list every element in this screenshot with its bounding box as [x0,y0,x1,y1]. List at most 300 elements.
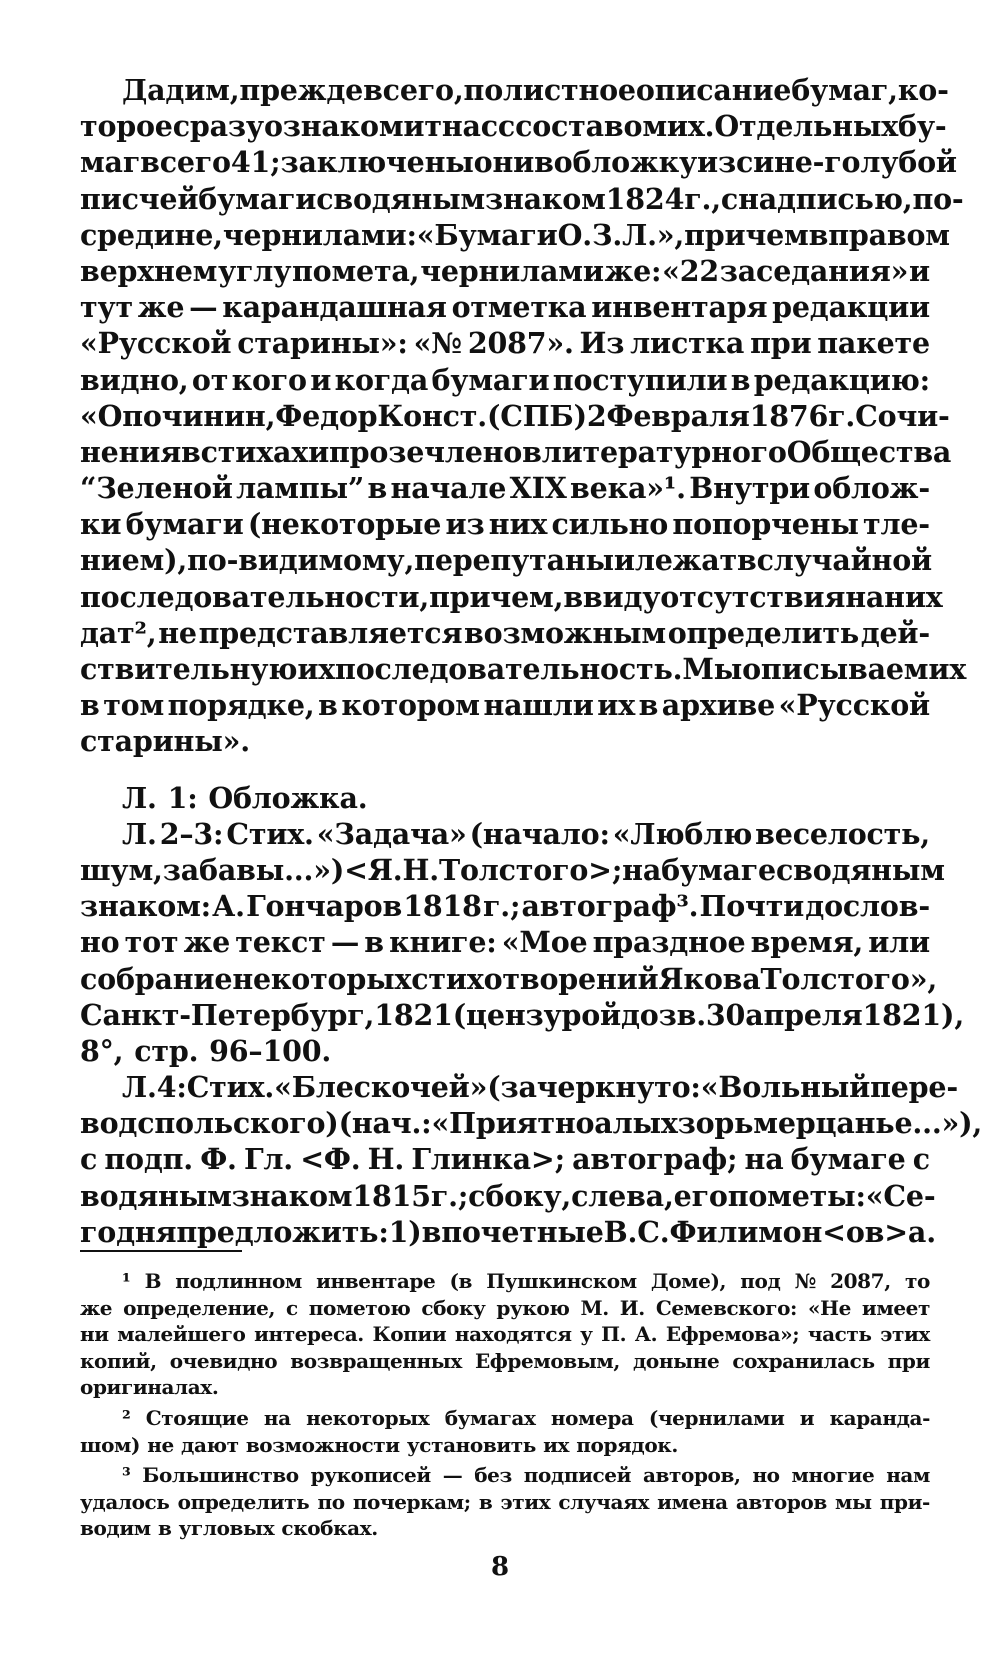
word: старины»: [237,326,408,361]
word: пере- [870,1070,958,1105]
word: О. [557,217,592,252]
word: Толстого>; [438,852,623,887]
text-line [80,997,965,1033]
word: бумаге [661,852,776,887]
word: литературного [541,434,787,469]
word: 2–3: [159,816,224,851]
word: знаком: [80,889,211,924]
word: интереса. [254,1322,364,1347]
word: (СПБ) [486,398,587,433]
word: (начало: [469,816,610,851]
word: или [868,925,930,960]
word: Стоящие [145,1405,249,1430]
footnote-line [80,1268,930,1295]
word: сохранилась [732,1348,875,1373]
word: г.; [430,1178,469,1213]
word: Гл. [243,1142,294,1177]
word: прежде [239,73,364,107]
word: дей- [860,615,930,650]
word: Общества [786,434,952,469]
word: в [534,145,554,180]
text-line [80,579,943,615]
page-number: 8 [490,1552,510,1582]
word: составом [515,109,667,144]
word: их. [666,109,715,144]
word: Толстого», [760,961,938,996]
word: же: [604,253,662,288]
word: заключены [280,145,474,180]
word: «Приятно [431,1106,595,1141]
word: «Вольный [700,1070,871,1105]
word: членов [424,434,542,469]
word: шом) [80,1432,141,1457]
word: возвращенных [290,1348,462,1373]
word: № [794,1269,816,1293]
word: в [80,688,100,723]
word: в [421,1214,442,1249]
footnote-line [80,1295,930,1322]
word: старины». [80,724,250,759]
word: А. [212,889,245,924]
word: г. [828,398,856,433]
word: «Опочинин, [80,398,276,433]
word: лампы” [236,471,365,506]
word: пометою [308,1295,411,1320]
word: Федор [275,398,378,433]
word: почетные [441,1214,604,1249]
word: вод [80,1106,138,1141]
word: г.; [482,889,521,924]
word: сбоку [421,1295,486,1320]
word: (некоторые [247,507,442,542]
text-line [80,1214,936,1250]
word: “Зеленой [80,471,233,506]
word: «Бумаги [416,217,558,252]
word: редакцию: [753,362,930,397]
word: автограф³. [521,889,699,924]
word: (цензурой [452,997,621,1032]
word: — [442,1463,463,1488]
footnote-line [80,1515,930,1542]
word: Конст. [377,398,487,433]
word: отсутствия [660,579,846,614]
word: века»¹. [570,471,686,506]
word: Л. [122,780,157,815]
text-line [80,253,930,289]
word: Ефремовым, [474,1348,620,1373]
word: польского) [154,1106,339,1141]
word: — [189,290,218,325]
word: часть [807,1322,872,1347]
word: порядке, [167,688,315,723]
footnote-line [80,1405,930,1432]
word: Дадим, [122,73,240,107]
word: Большинство [142,1463,299,1488]
text-line [80,816,930,852]
word: их [928,652,967,686]
word: на [845,579,885,614]
footnote-line [80,1348,930,1375]
word: причем, [429,579,564,614]
word: подп. [104,1142,193,1177]
word: в [367,471,388,506]
word: котором [341,688,480,723]
text-line [80,217,950,253]
word: г., [684,181,721,216]
word: поступили [552,362,728,397]
word: 1: [167,780,198,815]
text-line [80,325,930,361]
word: подписей [523,1463,632,1488]
word: алых [594,1106,678,1141]
word: дозв. [621,997,706,1032]
word: ² [122,1405,131,1430]
word: по [317,1489,345,1514]
word: 8°, [80,1033,124,1068]
word: некоторых [306,1405,430,1430]
word: они [473,145,535,180]
word: (в [449,1269,473,1293]
word: нам [886,1463,930,1488]
word: скобках. [281,1516,378,1541]
word: «Се- [865,1178,936,1213]
word: Обложка. [208,780,368,815]
word: пакете [817,326,930,361]
word: в [181,434,201,469]
word: имеет [861,1295,930,1320]
word: оригиналах. [80,1375,219,1400]
word: архиве [661,688,776,723]
word: листка [630,326,745,361]
word: лежат [634,543,737,578]
word: обложку [553,145,697,180]
footnote-3 [80,1462,930,1542]
word: Ефремова»; [665,1322,800,1347]
word: В. [603,1214,638,1249]
word: З. [591,217,623,252]
word: под [740,1269,781,1293]
word: бумаги [198,181,317,216]
word: многие [791,1463,875,1488]
word: бумагах [444,1405,536,1430]
word: Гончаров [246,889,403,924]
word: 41; [230,145,281,180]
text-line [80,470,930,506]
word: ³ [122,1463,131,1488]
word: Пушкинском [486,1269,637,1293]
word: удалось [80,1489,170,1514]
word: знаком [485,181,606,216]
word: номера [550,1405,634,1430]
word: прозе [329,434,425,469]
word: мерцанье...»), [753,1106,983,1141]
footnote-line [80,1374,930,1401]
word: имена [657,1489,728,1514]
text-line [80,780,930,816]
word: полистное [463,73,636,107]
word: на [622,852,662,887]
word: 2087, [830,1269,891,1293]
word: и [799,1405,815,1430]
word: чернилами [420,253,604,288]
text-line [80,181,964,217]
word: стихах [200,434,309,469]
text-line [80,108,947,144]
word: Из [579,326,625,361]
word: каранда- [829,1405,930,1430]
word: в [478,1489,493,1514]
word: в [736,543,757,578]
footnote-line [80,1321,930,1348]
word: всего, [363,73,464,107]
word: же [80,1295,113,1320]
word: порядок. [576,1432,678,1457]
word: время, [750,925,864,960]
word: собрание [80,961,233,996]
text-line [80,144,957,180]
word: почеркам; [352,1489,471,1514]
word: установить [406,1432,536,1457]
word: при- [879,1489,930,1514]
word: (чернилами [648,1405,785,1430]
word: и [613,543,635,578]
word: 2 [586,398,607,433]
word: и [310,362,332,397]
text-line [80,1178,936,1214]
word: бумаги [125,507,244,542]
word: тле- [863,507,930,542]
word: доныне [632,1348,720,1373]
word: А. [634,1322,658,1347]
footnote-2 [80,1405,930,1458]
word: <Я. [344,852,403,887]
word: их [297,652,336,686]
word: Стих. [226,816,314,851]
word: описываем [742,652,929,686]
word: чернилами: [222,217,417,252]
word: М. [580,1295,609,1320]
word: «22 [662,253,720,288]
word: «Русской [778,688,930,723]
text-line [80,888,930,924]
word: очей» [391,1070,488,1105]
word: знаком [231,1178,353,1213]
word: Копии [372,1322,447,1347]
word: П. [601,1322,627,1347]
word: последовательность. [335,652,683,686]
word: мы [835,1489,872,1514]
word: при [887,1348,930,1373]
word: Глинка>; [411,1142,565,1177]
word: сине-голубой [735,145,957,180]
word: с [497,109,516,144]
word: торое [80,109,173,144]
word: 96–100. [209,1033,332,1068]
text-line [80,723,930,759]
word: ни [80,1322,109,1347]
word: зорь [677,1106,754,1141]
entry-leaf-4 [80,1069,983,1250]
word: с [775,852,794,887]
word: водим [80,1516,151,1541]
word: рукою [496,1295,570,1320]
word: ствительную [80,652,298,686]
word: авторов, [642,1463,741,1488]
word: но [752,1463,780,1488]
word: Н. [367,1142,405,1177]
footnote-line [80,1462,930,1489]
word: облож- [813,471,930,506]
word: их [543,1432,570,1457]
entry-leaf-1 [80,780,930,816]
word: Внутри [689,471,810,506]
word: Семевского: [655,1295,798,1320]
word: по- [912,181,964,216]
word: «Не [808,1295,851,1320]
word: верхнем [80,253,218,288]
word: заседания» [719,253,909,288]
word: сбоку, [468,1178,572,1213]
word: Л. [122,816,157,851]
footnote-line [80,1432,930,1459]
word: его [673,1178,728,1213]
word: на [263,1405,291,1430]
word: 30 [705,997,746,1032]
word: (нач.: [338,1106,432,1141]
word: «№ [413,326,462,361]
word: бу- [898,109,947,144]
text-line [80,1105,983,1141]
word: инвентаря [591,290,768,325]
text-line [80,434,952,470]
word: XIX [509,471,567,506]
word: шум, [80,852,163,887]
word: «Русской [80,326,232,361]
text-line [80,362,930,398]
word: тут [80,290,133,325]
footnote-1 [80,1268,930,1401]
word: Февраля [606,398,750,433]
word: Отдельных [714,109,899,144]
word: перепутаны [414,543,614,578]
word: представляется [198,615,463,650]
word: копий, [80,1348,157,1373]
word: определение, [123,1295,276,1320]
word: определить [177,1489,310,1514]
word: слева, [571,1178,674,1213]
word: (зачеркнуто: [487,1070,701,1105]
text-line [80,1033,930,1069]
word: книге: [389,925,497,960]
word: но [80,925,120,960]
word: нения [80,434,182,469]
word: ки [80,507,122,542]
word: с [316,181,334,216]
word: в [318,688,338,723]
word: по-видимому, [187,543,415,578]
word: пометы: [727,1178,866,1213]
footnote-line [80,1489,930,1516]
word: же [137,290,185,325]
word: забавы...») [162,852,345,887]
word: отметка [451,290,587,325]
word: то [904,1269,930,1293]
entry-leaf-2-3 [80,816,965,1069]
word: Н. [402,852,439,887]
word: 1821), [862,997,965,1032]
text-line [80,542,930,578]
word: последовательности, [80,579,430,614]
word: инвентаре [316,1269,436,1293]
word: 2087». [467,326,574,361]
word: годня [80,1214,177,1249]
word: кого [231,362,307,397]
footnote-divider [80,1250,242,1252]
word: предложить: [176,1214,389,1249]
word: 1821 [374,997,453,1032]
word: попорчены [672,507,859,542]
word: ¹ [122,1269,131,1293]
word: надписью, [738,181,913,216]
word: нас [441,109,498,144]
word: автограф; [572,1142,738,1177]
word: Доме), [650,1269,727,1293]
word: в [808,217,829,252]
word: карандашная [222,290,447,325]
text-line [80,1141,930,1177]
word: 1876 [749,398,829,433]
word: них [488,507,548,542]
text-line [80,961,938,997]
word: 1818 [403,889,482,924]
text-line [80,1069,958,1105]
word: из [697,145,736,180]
word: Ф. [200,1142,237,1177]
word: помета, [292,253,420,288]
word: Л.», [622,217,685,252]
text-line [80,615,930,651]
word: у [580,1322,593,1347]
word: Филимон<ов>а. [669,1214,936,1249]
word: с [720,181,739,216]
text-line [80,506,930,542]
word: авторов [735,1489,827,1514]
word: видно, [80,362,189,397]
word: сильно [551,507,669,542]
word: Стих. [186,1070,275,1105]
word: С. [637,1214,670,1249]
footnotes [80,1268,930,1542]
word: всего [140,145,231,180]
text-line [80,72,949,108]
word: в [157,1516,172,1541]
paragraph-description [80,72,967,760]
word: углу [217,253,292,288]
word: когда [334,362,429,397]
word: при [750,326,812,361]
word: этих [880,1322,930,1347]
word: не [147,1432,174,1457]
word: ознакомит [263,109,442,144]
word: определить [667,615,859,650]
word: стихотворений [411,961,659,996]
word: Мы [682,652,743,686]
word: подлинном [175,1269,302,1293]
word: водяным [333,181,485,216]
text-line [80,398,950,434]
word: 1815 [352,1178,431,1213]
word: бумаги [431,362,550,397]
